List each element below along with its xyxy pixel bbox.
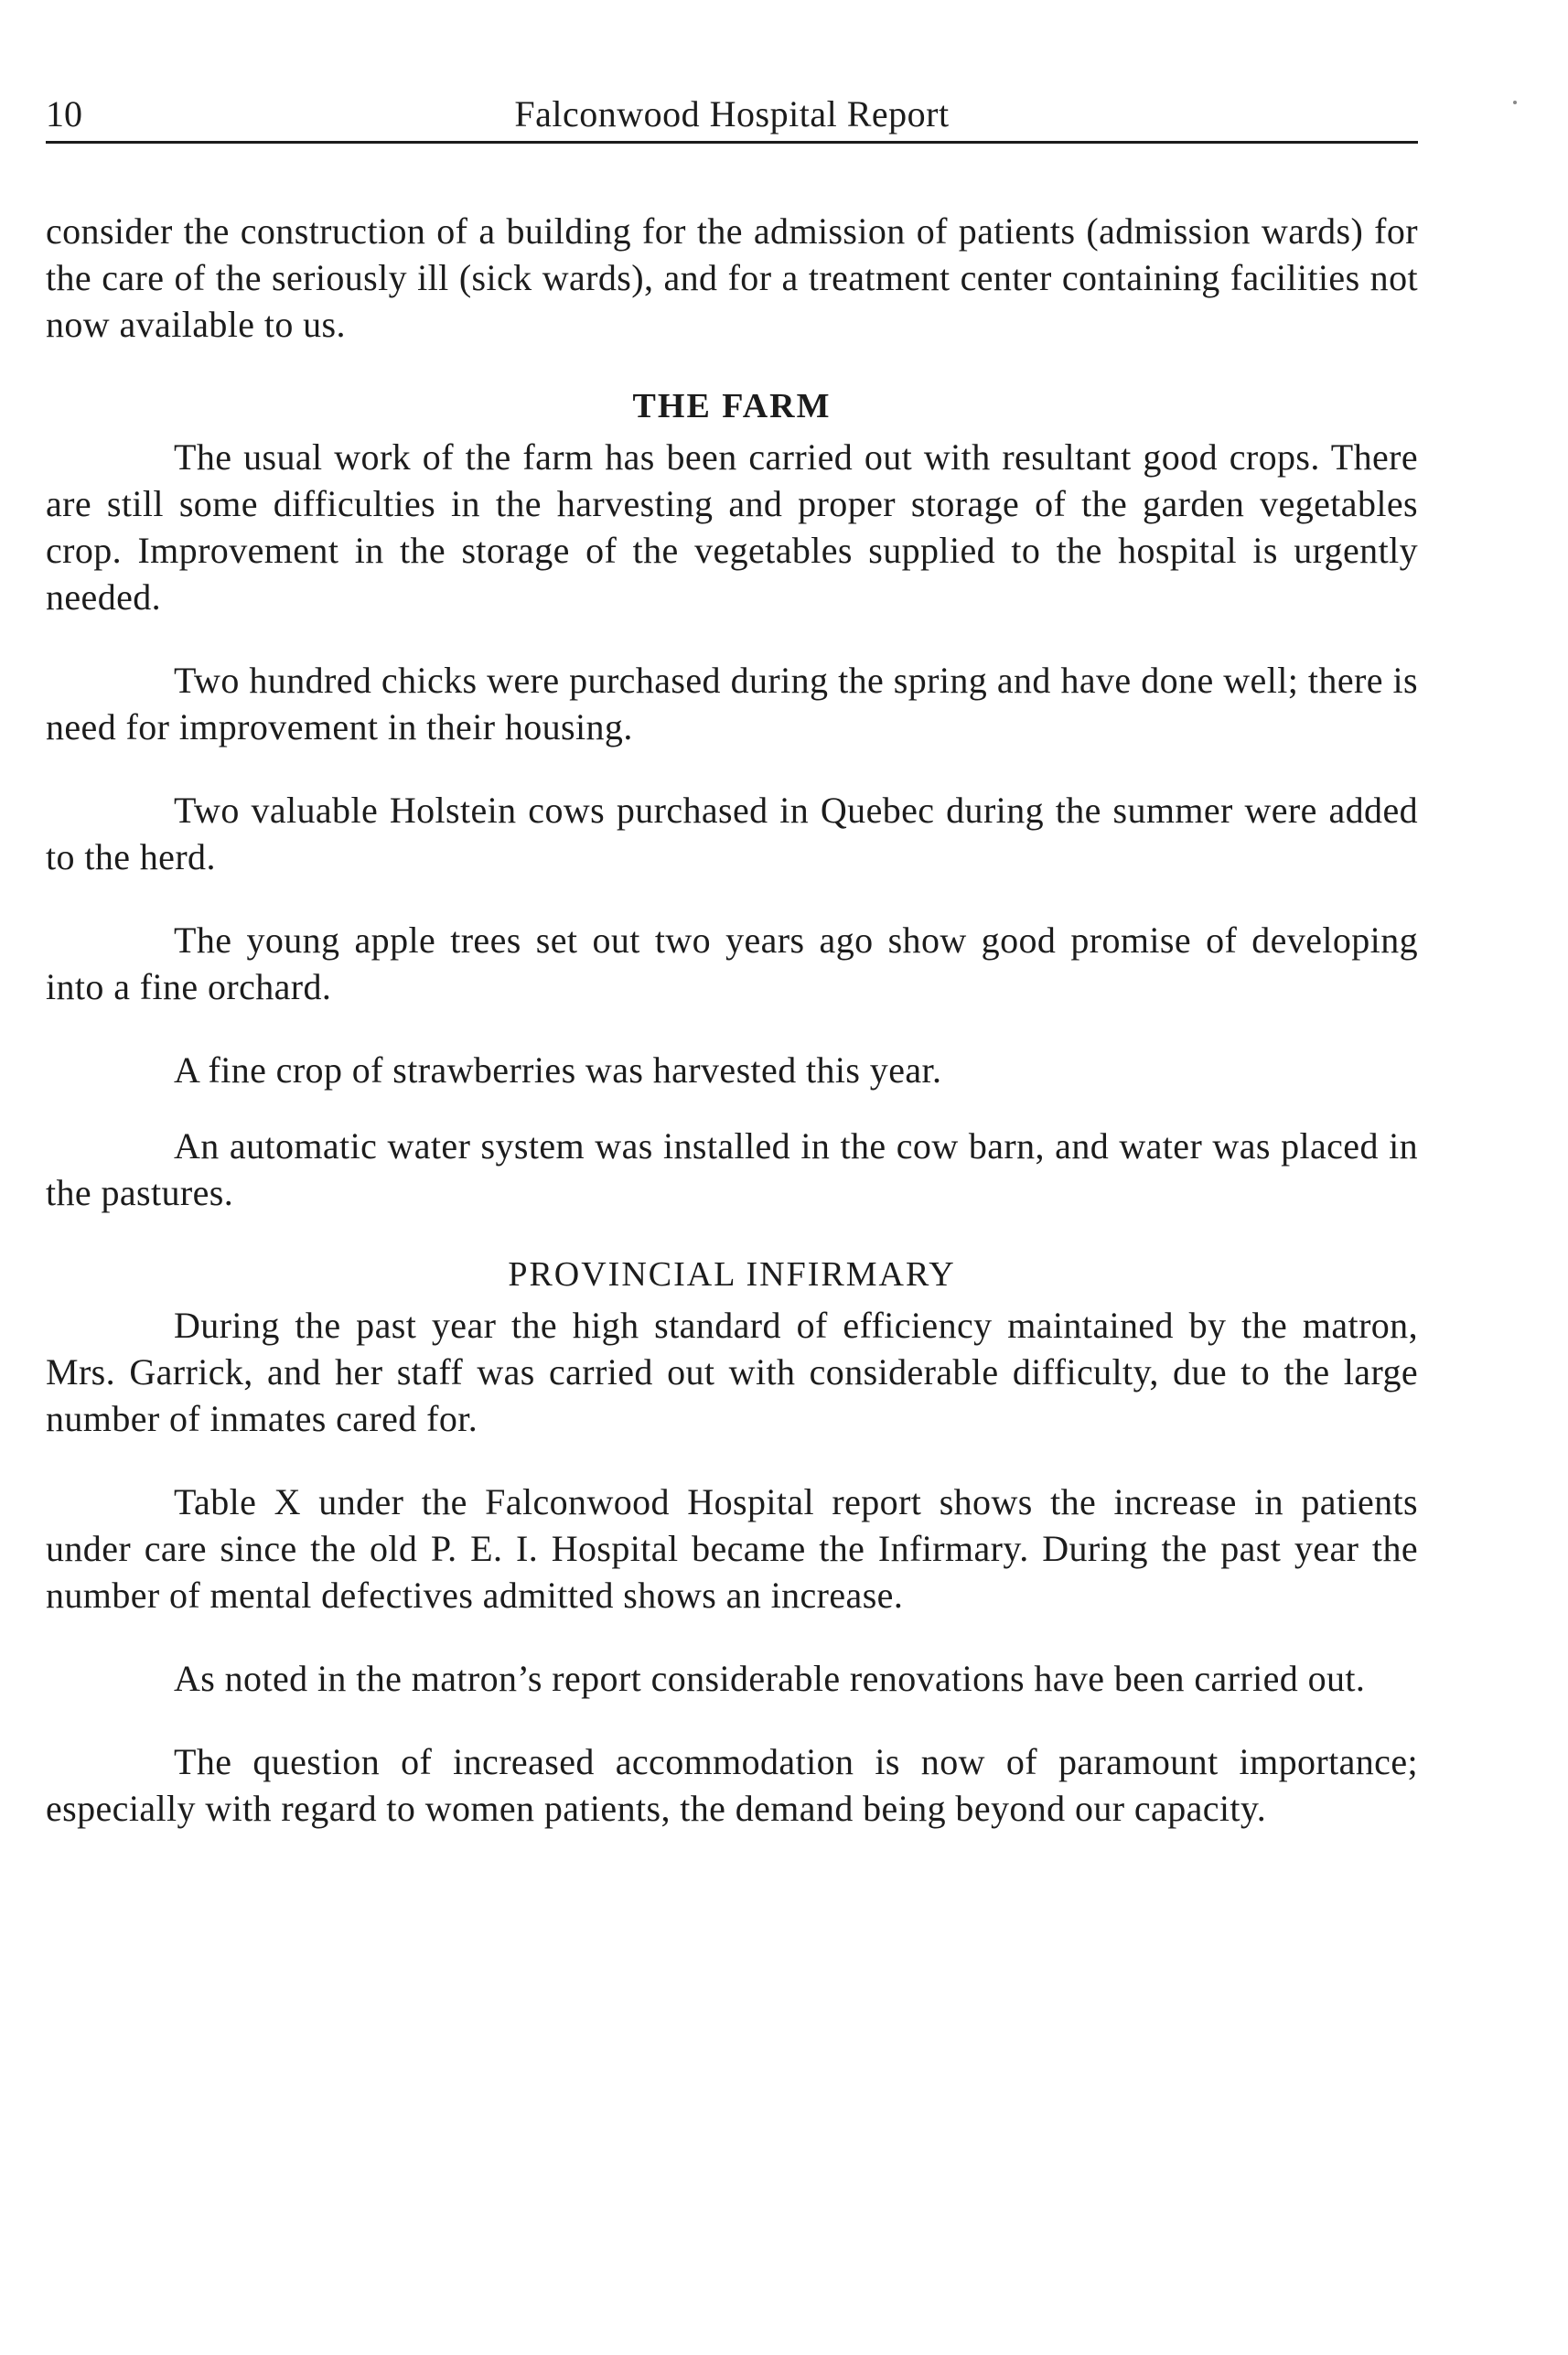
- intro-paragraph: consider the construction of a building for the admission of patients (admission wards) for the care of the seriously ill (sick wards), and for a treatment center containing facilities not now available to us.: [46, 210, 1418, 345]
- farm-paragraph-2: Two hundred chicks were purchased during the spring and have done well; there is need for improvement in their housing.: [46, 660, 1418, 747]
- farm-paragraph-1: The usual work of the farm has been carried out with resultant good crops. There are still some difficulties in the harvesting and proper storage of the garden vegetables crop. Improvement in the storage of the vegetables supplied to the hospital is urgently needed.: [46, 436, 1418, 618]
- farm-paragraph-4: The young apple trees set out two years ago show good promise of developing into a fine orchard.: [46, 919, 1418, 1007]
- section-heading-infirmary: PROVINCIAL INFIRMARY: [508, 1255, 956, 1294]
- infirmary-paragraph-2: Table X under the Falconwood Hospital report shows the increase in patients under care since the old P. E. I. Hospital became the Infirmary. During the past year the number of mental defectives admitted shows an increase.: [46, 1481, 1418, 1616]
- body-text: [46, 208, 1418, 1832]
- page-number: 10: [46, 93, 82, 134]
- running-title: Falconwood Hospital Report: [514, 93, 950, 134]
- infirmary-paragraph-4: The question of increased accommodation is now of paramount importance; especially with regard to women patients, the demand being beyond our capacity.: [46, 1741, 1418, 1829]
- document-page: [46, 82, 1418, 1868]
- infirmary-paragraph-3: As noted in the matron’s report considerable renovations have been carried out.: [174, 1658, 1366, 1699]
- farm-paragraph-6: An automatic water system was installed in the cow barn, and water was placed in the pastures.: [46, 1125, 1418, 1213]
- section-heading-farm: THE FARM: [632, 387, 832, 425]
- farm-paragraph-3: Two valuable Holstein cows purchased in Quebec during the summer were added to the herd.: [46, 790, 1418, 877]
- farm-paragraph-5: A fine crop of strawberries was harvested this year.: [174, 1049, 942, 1091]
- stray-speck: [1513, 101, 1517, 104]
- running-header: [46, 82, 1418, 144]
- infirmary-paragraph-1: During the past year the high standard of efficiency maintained by the matron, Mrs. Garrick, and her staff was carried out with considerable difficulty, due to the large number of inmates cared for.: [46, 1305, 1418, 1439]
